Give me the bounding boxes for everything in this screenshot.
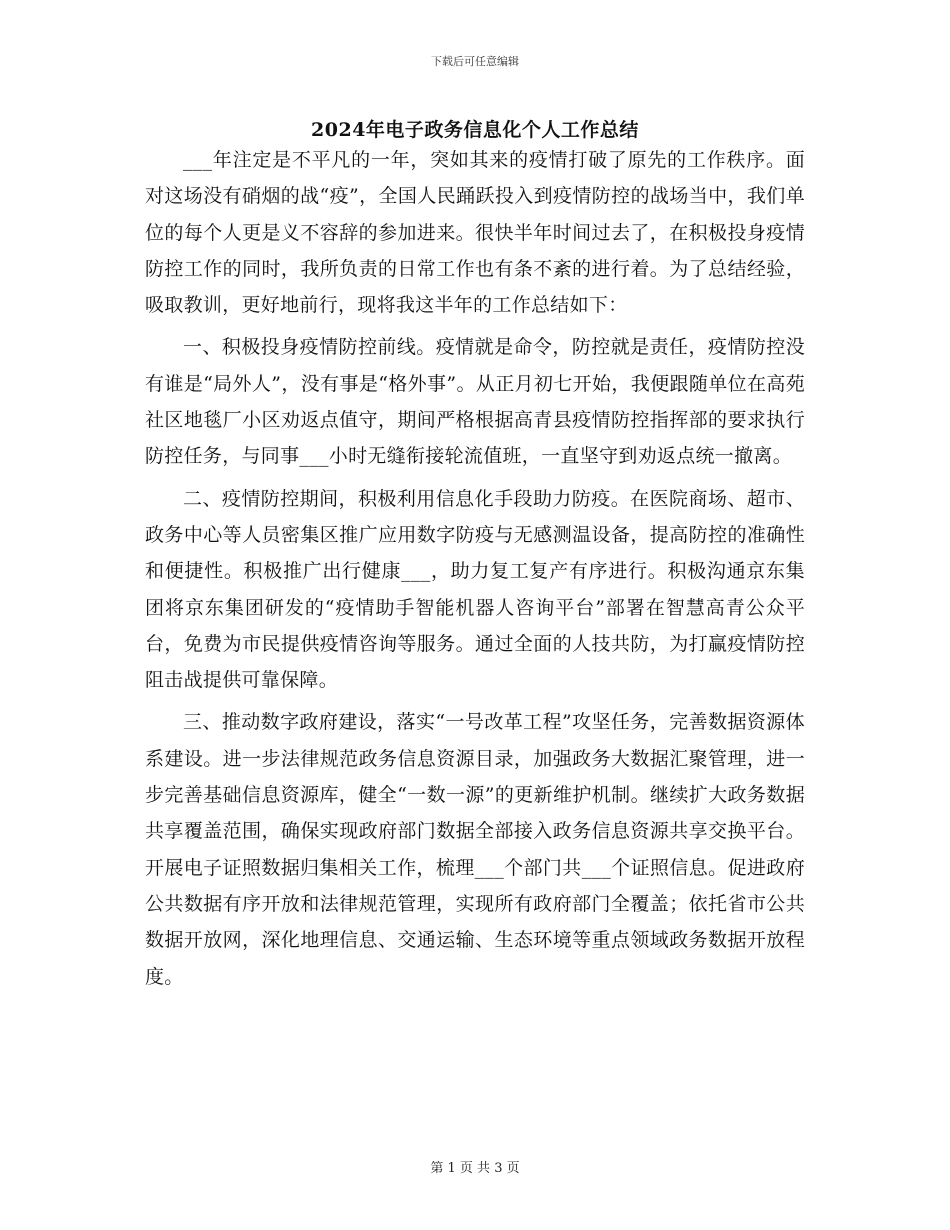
paragraph-intro: ___年注定是不平凡的一年，突如其来的疫情打破了原先的工作秩序。面对这场没有硝烟的战“疫”，全国人民踊跃投入到疫情防控的战场当中，我们单位的每个人更是义不容辞的参加进来。很快半年时间过去了，在积极投身疫情防控工作的同时，我所负责的日常工作也有条不紊的进行着。为了总结经验，吸取教训，更好地前行，现将我这半年的工作总结如下： xyxy=(145,149,805,317)
page-number: 第 1 页 共 3 页 xyxy=(430,1161,520,1176)
paragraph-section-2: 二、疫情防控期间，积极利用信息化手段助力防疫。在医院商场、超市、政务中心等人员密集区推广应用数字防疫与无感测温设备，提高防控的准确性和便捷性。积极推广出行健康___，助力复工复产有序进行。积极沟通京东集团将京东集团研发的“疫情助手智能机器人咨询平台”部署在智慧高青公众平台，免费为市民提供疫情咨询等服务。通过全面的人技共防，为打赢疫情防控阻击战提供可靠保障。 xyxy=(145,487,805,692)
header-note: 下载后可任意编辑 xyxy=(431,55,519,68)
document-body xyxy=(145,142,805,995)
paragraph-section-3: 三、推动数字政府建设，落实“一号改革工程”攻坚任务，完善数据资源体系建设。进一步法律规范政务信息资源目录，加强政务大数据汇聚管理，进一步完善基础信息资源库，健全“一数一源”的更新维护机制。继续扩大政务数据共享覆盖范围，确保实现政府部门数据全部接入政务信息资源共享交换平台。开展电子证照数据归集相关工作，梳理___个部门共___个证照信息。促进政府公共数据有序开放和法律规范管理，实现所有政府部门全覆盖；依托省市公共数据开放网，深化地理信息、交通运输、生态环境等重点领域政务数据开放程度。 xyxy=(145,711,805,988)
document-title: 2024年电子政务信息化个人工作总结 xyxy=(311,119,639,141)
paragraph-section-1: 一、积极投身疫情防控前线。疫情就是命令，防控就是责任，疫情防控没有谁是“局外人”，没有事是“格外事”。从正月初七开始，我便跟随单位在高苑社区地毯厂小区劝返点值守，期间严格根据高青县疫情防控指挥部的要求执行防控任务，与同事___小时无缝衔接轮流值班，一直坚守到劝返点统一撤离。 xyxy=(145,336,805,468)
